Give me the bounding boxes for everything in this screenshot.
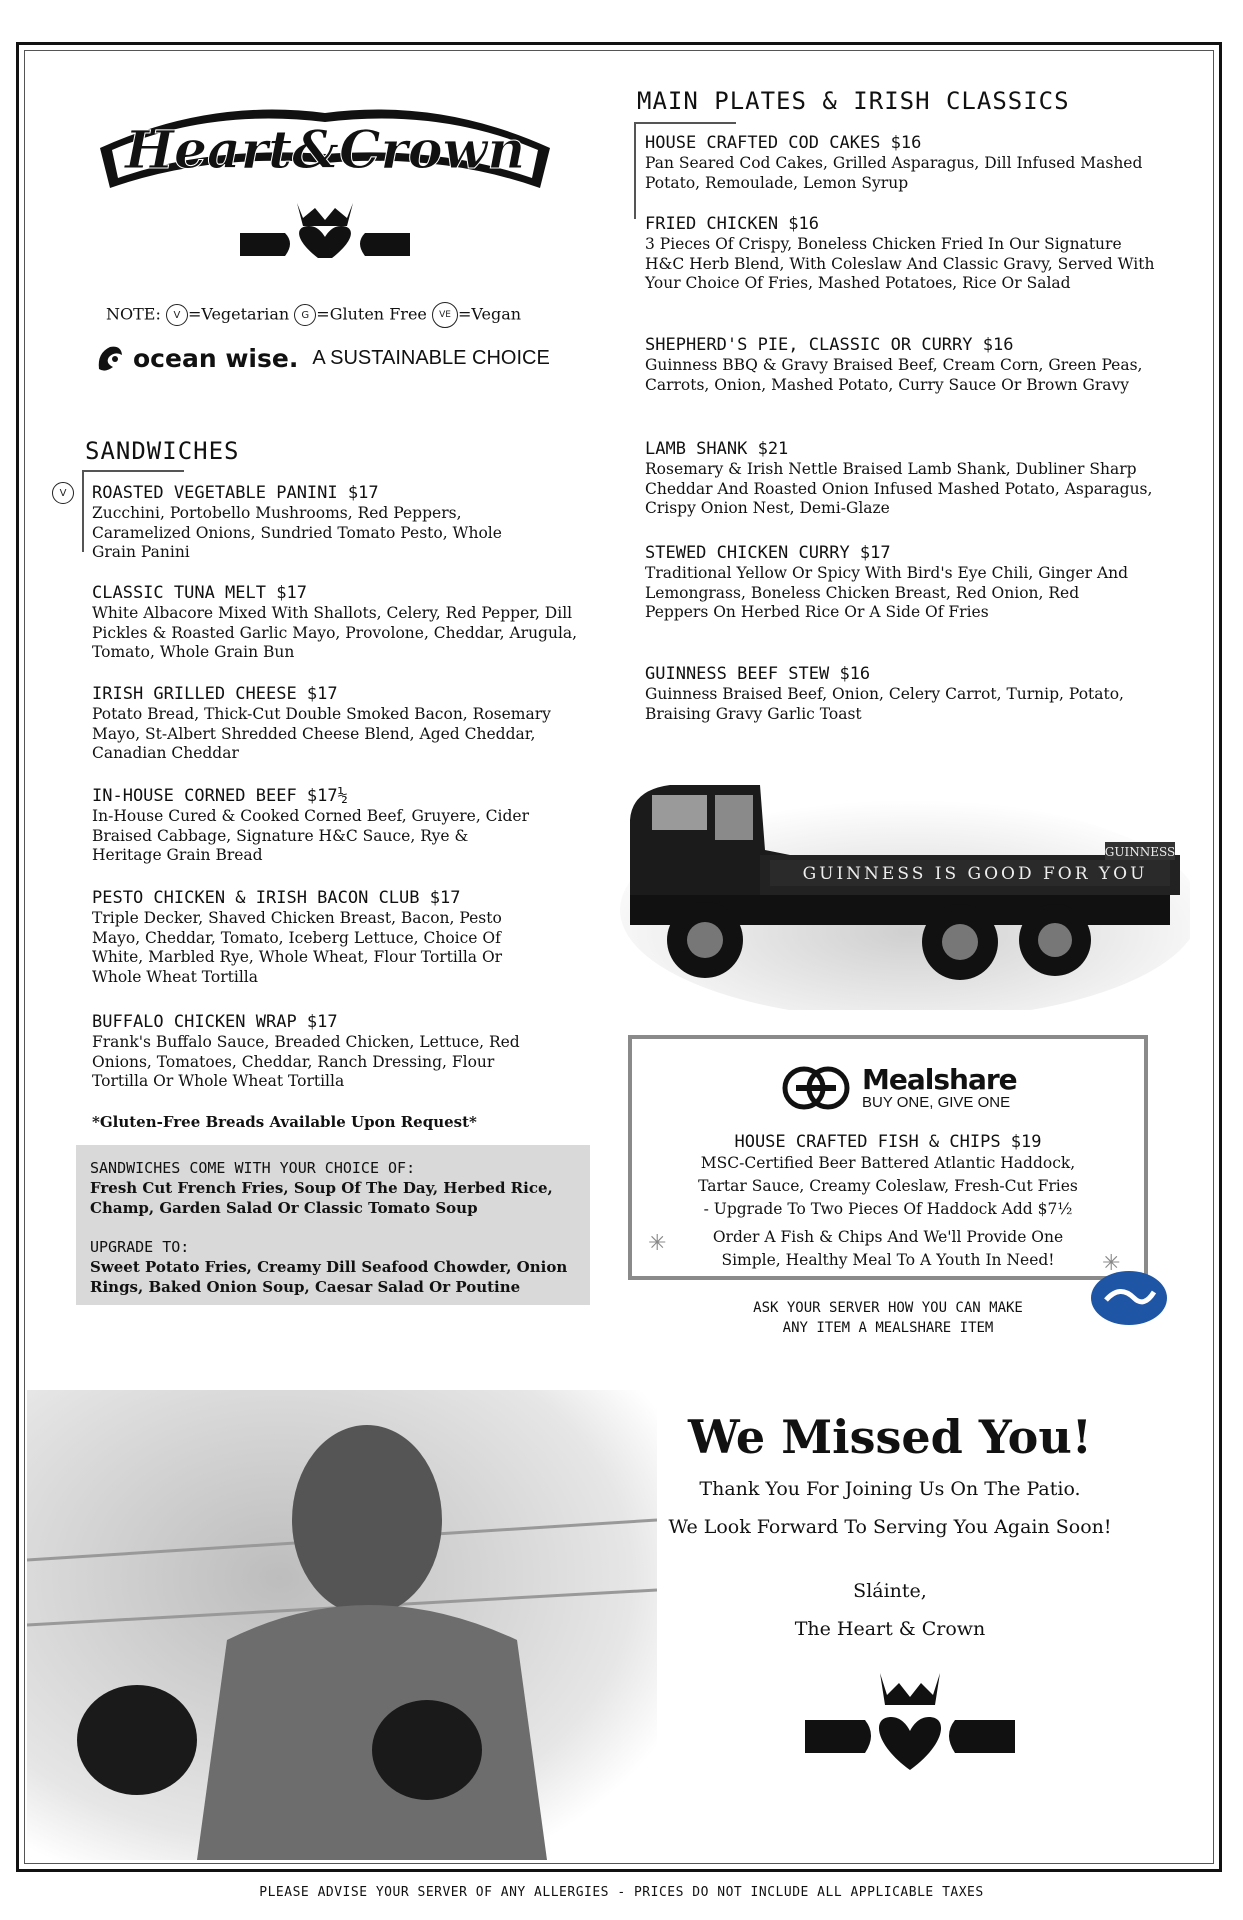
closing-line: We Look Forward To Serving You Again Soon!	[668, 1516, 1112, 1538]
vegetarian-badge: V	[52, 482, 74, 504]
allergy-footer: PLEASE ADVISE YOUR SERVER OF ANY ALLERGIES - PRICES DO NOT INCLUDE ALL APPLICABLE TAXES	[259, 1885, 984, 1900]
mealshare-item-title: HOUSE CRAFTED FISH & CHIPS $19	[734, 1132, 1042, 1152]
mealshare-name: Mealshare	[862, 1063, 1017, 1096]
menu-item	[92, 583, 632, 663]
closing-line: Thank You For Joining Us On The Patio.	[699, 1478, 1081, 1500]
sandwiches-heading: SANDWICHES	[85, 437, 240, 465]
menu-item	[92, 1012, 632, 1092]
sides-heading: SANDWICHES COME WITH YOUR CHOICE OF:	[90, 1159, 416, 1177]
mealshare-ask: ASK YOUR SERVER HOW YOU CAN MAKE	[753, 1300, 1023, 1316]
ocean-wise-logo	[95, 338, 550, 378]
menu-item	[645, 214, 1185, 294]
closing-signoff: Sláinte,	[853, 1580, 927, 1602]
ocean-wise-tagline: A SUSTAINABLE CHOICE	[312, 346, 550, 369]
legend-vegan: =Vegan	[457, 304, 522, 324]
msc-badge	[1090, 1270, 1168, 1326]
item-description: Zucchini, Portobello Mushrooms, Red Peppers, Caramelized Onions, Sundried Tomato Pesto, Whole Grain Panini	[92, 504, 502, 561]
mealshare-ask: ANY ITEM A MEALSHARE ITEM	[782, 1320, 994, 1336]
mealshare-promo: Order A Fish & Chips And We'll Provide One	[712, 1228, 1064, 1246]
boxer-photo	[27, 1390, 657, 1860]
gluten-free-note: *Gluten-Free Breads Available Upon Request*	[92, 1113, 477, 1131]
item-title: STEWED CHICKEN CURRY $17	[645, 543, 891, 563]
ocean-wise-name: ocean wise.	[133, 343, 299, 373]
legend-gluten-free: =Gluten Free	[316, 304, 427, 324]
sparkle-icon: ✳	[648, 1231, 667, 1256]
guinness-truck-image	[610, 760, 1190, 1010]
sides-text: Fresh Cut French Fries, Soup Of The Day, Herbed Rice, Champ, Garden Salad Or Classic Tomato Soup	[90, 1179, 553, 1217]
legend-vegetarian: =Vegetarian	[187, 304, 290, 324]
item-description: White Albacore Mixed With Shallots, Celery, Red Pepper, Dill Pickles & Roasted Garlic Mayo, Provolone, Cheddar, Arugula, Tomato, Whole Grain Bun	[92, 604, 578, 661]
item-description: 3 Pieces Of Crispy, Boneless Chicken Fried In Our Signature H&C Herb Blend, With Coleslaw And Classic Gravy, Served With Your Choice Of Fries, Mashed Potatoes, Rice Or Salad	[645, 235, 1155, 292]
item-title: BUFFALO CHICKEN WRAP $17	[92, 1012, 338, 1032]
menu-item	[645, 543, 1185, 623]
item-title: ROASTED VEGETABLE PANINI $17	[92, 483, 379, 503]
item-title: IN-HOUSE CORNED BEEF $17½	[92, 786, 348, 806]
gluten-free-badge: G	[294, 304, 316, 326]
item-description: In-House Cured & Cooked Corned Beef, Gruyere, Cider Braised Cabbage, Signature H&C Sauce, Rye & Heritage Grain Bread	[92, 807, 530, 864]
menu-item	[645, 335, 1185, 395]
item-title: CLASSIC TUNA MELT $17	[92, 583, 307, 603]
menu-item	[645, 439, 1185, 519]
dietary-legend	[106, 302, 521, 328]
truck-banner: GUINNESS IS GOOD FOR YOU	[802, 864, 1148, 884]
mealshare-logo	[782, 1063, 1017, 1113]
item-description: Rosemary & Irish Nettle Braised Lamb Shank, Dubliner Sharp Cheddar And Roasted Onion Infused Mashed Potato, Asparagus, Crispy Onion Nest, Demi-Glaze	[645, 460, 1153, 517]
brand-logo-text: Heart&Crown	[124, 120, 526, 181]
item-description: Traditional Yellow Or Spicy With Bird's Eye Chili, Ginger And Lemongrass, Boneless Chicken Breast, Red Onion, Red Peppers On Herbed Rice Or A Side Of Fries	[645, 564, 1129, 621]
item-description: Triple Decker, Shaved Chicken Breast, Bacon, Pesto Mayo, Cheddar, Tomato, Iceberg Lettuce, Choice Of White, Marbled Rye, Whole Wheat, Flour Tortilla Or Whole Wheat Tortilla	[92, 909, 503, 986]
item-description: Pan Seared Cod Cakes, Grilled Asparagus, Dill Infused Mashed Potato, Remoulade, Lemon Syrup	[645, 154, 1143, 192]
legend-prefix: NOTE:	[106, 304, 161, 324]
item-title: LAMB SHANK $21	[645, 439, 789, 459]
item-description: Guinness BBQ & Gravy Braised Beef, Cream Corn, Green Peas, Carrots, Onion, Mashed Potato, Curry Sauce Or Brown Gravy	[645, 356, 1143, 394]
item-description: Potato Bread, Thick-Cut Double Smoked Bacon, Rosemary Mayo, St-Albert Shredded Cheese Blend, Aged Cheddar, Canadian Cheddar	[92, 705, 551, 762]
closing-headline: We Missed You!	[688, 1410, 1092, 1464]
item-description: Frank's Buffalo Sauce, Breaded Chicken, Lettuce, Red Onions, Tomatoes, Cheddar, Ranch Dressing, Flour Tortilla Or Whole Wheat Tortilla	[92, 1033, 520, 1090]
sides-box	[76, 1145, 590, 1305]
menu-item	[92, 786, 632, 866]
item-title: GUINNESS BEEF STEW $16	[645, 664, 871, 684]
brand-logo	[90, 78, 560, 258]
claddagh-icon	[795, 1665, 1025, 1775]
item-title: FRIED CHICKEN $16	[645, 214, 819, 234]
item-title: SHEPHERD'S PIE, CLASSIC OR CURRY $16	[645, 335, 1014, 355]
menu-item	[92, 888, 632, 987]
mains-heading: MAIN PLATES & IRISH CLASSICS	[637, 87, 1070, 115]
truck-cab-sign: GUINNESS	[1104, 845, 1176, 859]
item-title: HOUSE CRAFTED COD CAKES $16	[645, 133, 922, 153]
upgrade-text: Sweet Potato Fries, Creamy Dill Seafood Chowder, Onion Rings, Baked Onion Soup, Caesar Salad Or Poutine	[90, 1258, 568, 1296]
item-title: IRISH GRILLED CHEESE $17	[92, 684, 338, 704]
menu-item	[92, 684, 632, 764]
mealshare-item-desc: Tartar Sauce, Creamy Coleslaw, Fresh-Cut Fries	[698, 1177, 1078, 1195]
mealshare-item-desc: MSC-Certified Beer Battered Atlantic Haddock,	[700, 1154, 1076, 1172]
menu-item	[645, 133, 1185, 193]
sparkle-icon: ✳	[1102, 1251, 1121, 1276]
item-title: PESTO CHICKEN & IRISH BACON CLUB $17	[92, 888, 461, 908]
vegan-badge: VE	[432, 302, 458, 328]
item-description: Guinness Braised Beef, Onion, Celery Carrot, Turnip, Potato, Braising Gravy Garlic Toast	[645, 685, 1124, 723]
menu-item	[645, 664, 1185, 724]
mealshare-tagline: BUY ONE, GIVE ONE	[862, 1094, 1011, 1111]
upgrade-heading: UPGRADE TO:	[90, 1238, 190, 1256]
mealshare-box	[628, 1035, 1148, 1280]
vegetarian-badge: V	[166, 304, 188, 326]
mealshare-item-desc: - Upgrade To Two Pieces Of Haddock Add $7½	[703, 1200, 1073, 1218]
wave-icon	[95, 343, 125, 373]
closing-signature: The Heart & Crown	[794, 1618, 986, 1640]
mealshare-promo: Simple, Healthy Meal To A Youth In Need!	[721, 1251, 1055, 1269]
menu-item	[92, 483, 632, 563]
fork-icon	[782, 1066, 854, 1110]
